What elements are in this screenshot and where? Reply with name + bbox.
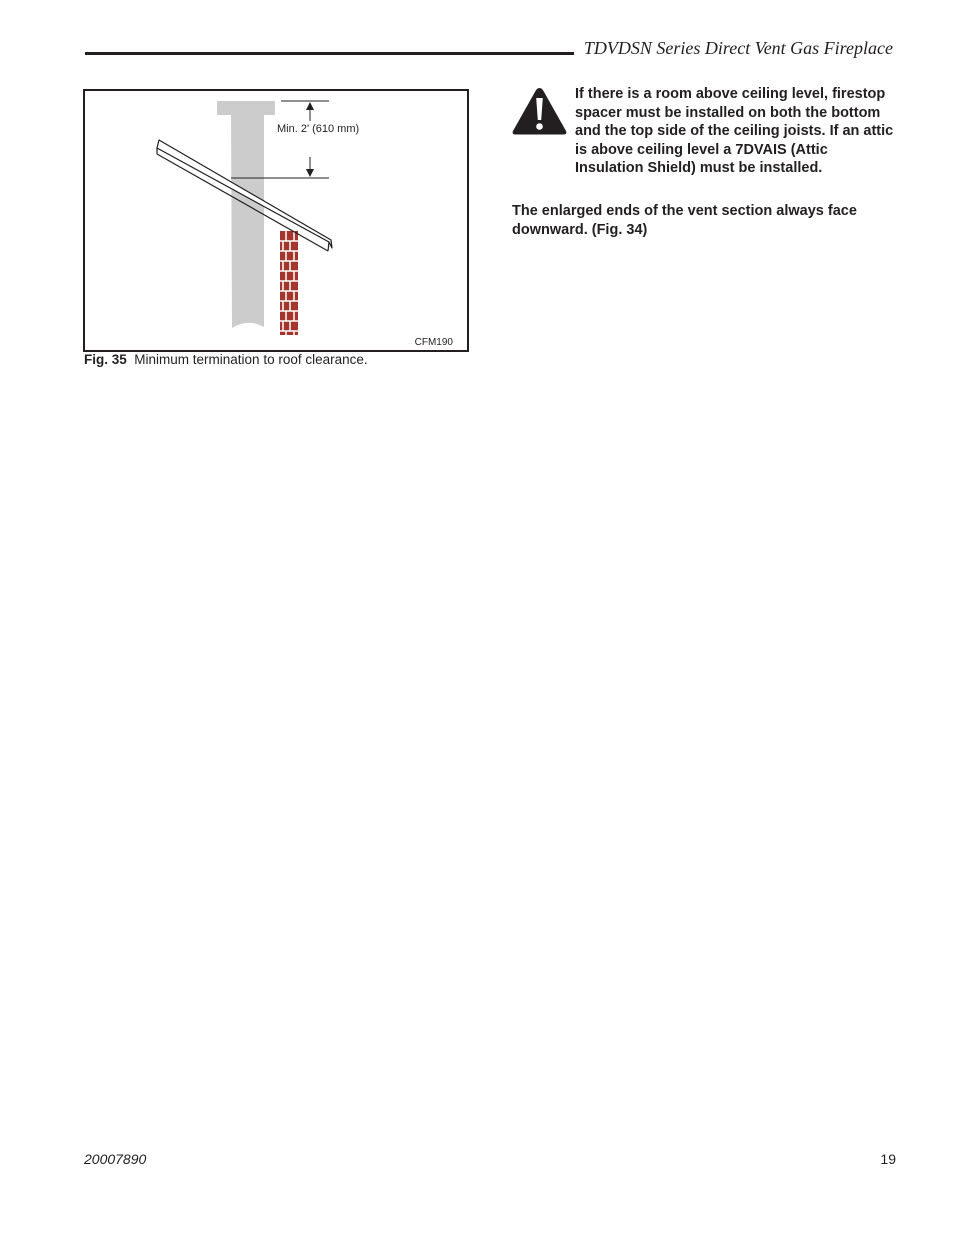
vent-pipe — [217, 101, 275, 328]
dimension-arrow-down — [306, 169, 314, 177]
figure-caption-label: Fig. 35 — [84, 352, 127, 367]
note-text: The enlarged ends of the vent section always face downward. (Fig. 34) — [512, 203, 857, 238]
figure-35 — [83, 89, 469, 352]
warning-text: If there is a room above ceiling level, firestop spacer must be installed on both the bottom and the top side of the ceiling joists. If an attic is above ceiling level a 7DVAIS (Attic Insulation Shield) must be installed. — [575, 86, 894, 177]
figure-caption — [84, 352, 368, 367]
page-header-title: TDVDSN Series Direct Vent Gas Fireplace — [583, 38, 893, 58]
warning-triangle-icon — [511, 86, 568, 136]
dimension-arrow-up — [306, 102, 314, 110]
brick-chimney — [280, 231, 298, 335]
document-number: 20007890 — [84, 1151, 147, 1167]
page-number: 19 — [880, 1151, 896, 1167]
dimension-label: Min. 2' (610 mm) — [277, 123, 360, 135]
figure-caption-text: Minimum termination to roof clearance. — [134, 352, 368, 367]
roof-clearance-diagram — [85, 91, 467, 350]
figure-code: CFM190 — [414, 337, 453, 348]
header-rule — [85, 52, 574, 55]
